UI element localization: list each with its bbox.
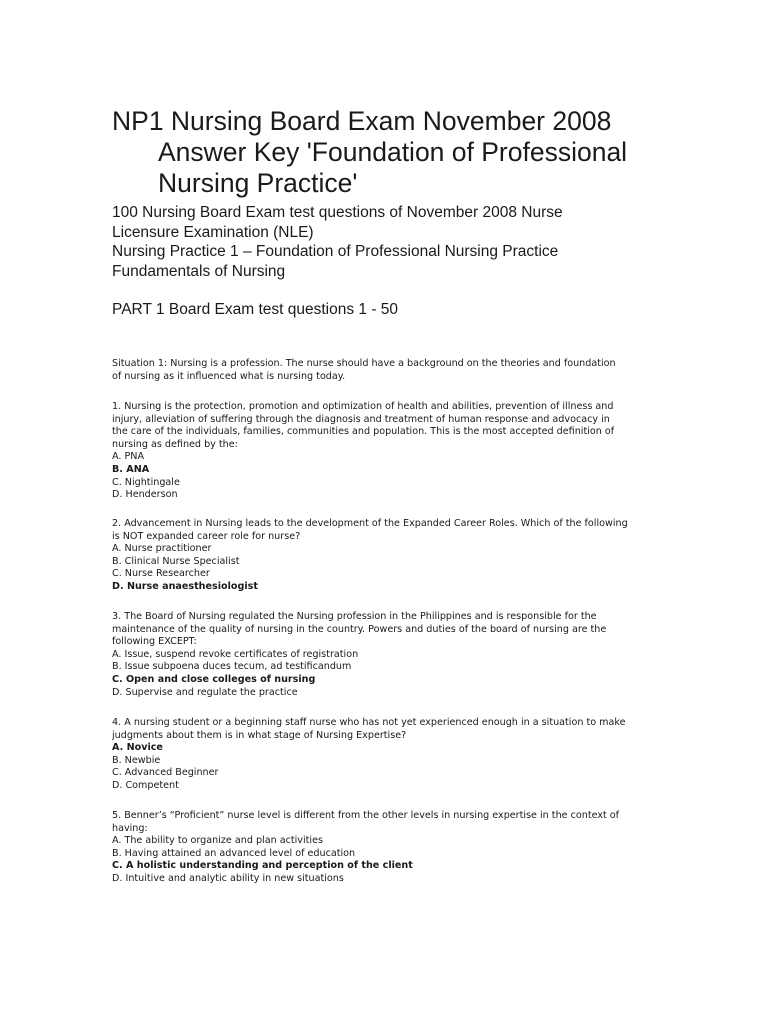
- option-b: B. Newbie: [112, 754, 161, 766]
- option-b-answer: B. ANA: [112, 463, 150, 475]
- question-stem-line: 2. Advancement in Nursing leads to the development of the Expanded Career Roles. Which of the following: [112, 518, 628, 529]
- question-stem-line: injury, alleviation of suffering through the diagnosis and treatment of human response and advocacy in: [112, 413, 610, 425]
- option-d: D. Henderson: [112, 489, 178, 501]
- option-c-answer: C. Open and close colleges of nursing: [112, 673, 316, 685]
- question-3: [112, 611, 660, 699]
- intro-line-3: Nursing Practice 1 – Foundation of Professional Nursing Practice: [112, 243, 559, 260]
- option-d: D. Competent: [112, 779, 179, 791]
- situation-line-2: of nursing as it influenced what is nursing today.: [112, 370, 346, 382]
- option-b: B. Having attained an advanced level of education: [112, 847, 356, 859]
- option-c-answer: C. A holistic understanding and perception of the client: [112, 860, 413, 872]
- question-stem-line: 3. The Board of Nursing regulated the Nursing profession in the Philippines and is responsible for the: [112, 611, 597, 622]
- option-a: A. Issue, suspend revoke certificates of registration: [112, 648, 359, 660]
- question-stem-line: following EXCEPT:: [112, 636, 197, 648]
- option-a: A. The ability to organize and plan activities: [112, 835, 323, 847]
- option-a: A. Nurse practitioner: [112, 543, 212, 555]
- question-5: [112, 810, 660, 886]
- question-4: [112, 717, 660, 793]
- question-1: [112, 401, 660, 502]
- question-stem-line: 5. Benner’s “Proficient” nurse level is different from the other levels in nursing expertise in the context of: [112, 810, 620, 821]
- option-a-answer: A. Novice: [112, 742, 163, 754]
- question-stem-line: the care of the individuals, families, communities and population. This is the most accepted definition of: [112, 426, 615, 438]
- question-stem-line: 4. A nursing student or a beginning staff nurse who has not yet experienced enough in a situation to make: [112, 717, 626, 728]
- option-d: D. Supervise and regulate the practice: [112, 686, 298, 698]
- option-c: C. Advanced Beginner: [112, 767, 219, 779]
- option-d: D. Intuitive and analytic ability in new situations: [112, 872, 344, 884]
- intro-line-1: 100 Nursing Board Exam test questions of November 2008 Nurse: [112, 204, 563, 221]
- option-c: C. Nurse Researcher: [112, 568, 210, 580]
- question-stem-line: is NOT expanded career role for nurse?: [112, 530, 301, 542]
- part-heading: PART 1 Board Exam test questions 1 - 50: [112, 301, 399, 318]
- question-stem-line: 1. Nursing is the protection, promotion and optimization of health and abilities, prevention of illness and: [112, 401, 614, 412]
- option-a: A. PNA: [112, 451, 145, 463]
- option-b: B. Issue subpoena duces tecum, ad testificandum: [112, 661, 352, 673]
- option-c: C. Nightingale: [112, 476, 180, 488]
- situation-block: [112, 358, 660, 383]
- question-stem-line: having:: [112, 822, 148, 834]
- situation-line-1: Situation 1: Nursing is a profession. The nurse should have a background on the theories and foundation: [112, 358, 616, 369]
- question-2: [112, 518, 660, 594]
- title-line-3: Nursing Practice': [158, 168, 358, 198]
- question-stem-line: judgments about them is in what stage of Nursing Expertise?: [112, 729, 407, 741]
- part-heading-block: [112, 300, 712, 320]
- intro-line-2: Licensure Examination (NLE): [112, 223, 314, 241]
- intro-block: [112, 203, 712, 281]
- intro-line-4: Fundamentals of Nursing: [112, 262, 286, 280]
- title-line-2: Answer Key 'Foundation of Professional: [158, 137, 628, 167]
- option-b: B. Clinical Nurse Specialist: [112, 555, 240, 567]
- option-d-answer: D. Nurse anaesthesiologist: [112, 580, 258, 592]
- title-line-1: NP1 Nursing Board Exam November 2008: [112, 106, 612, 136]
- document-title: [112, 106, 732, 199]
- question-stem-line: maintenance of the quality of nursing in the country. Powers and duties of the board of nursing are the: [112, 623, 607, 635]
- question-stem-line: nursing as defined by the:: [112, 438, 238, 450]
